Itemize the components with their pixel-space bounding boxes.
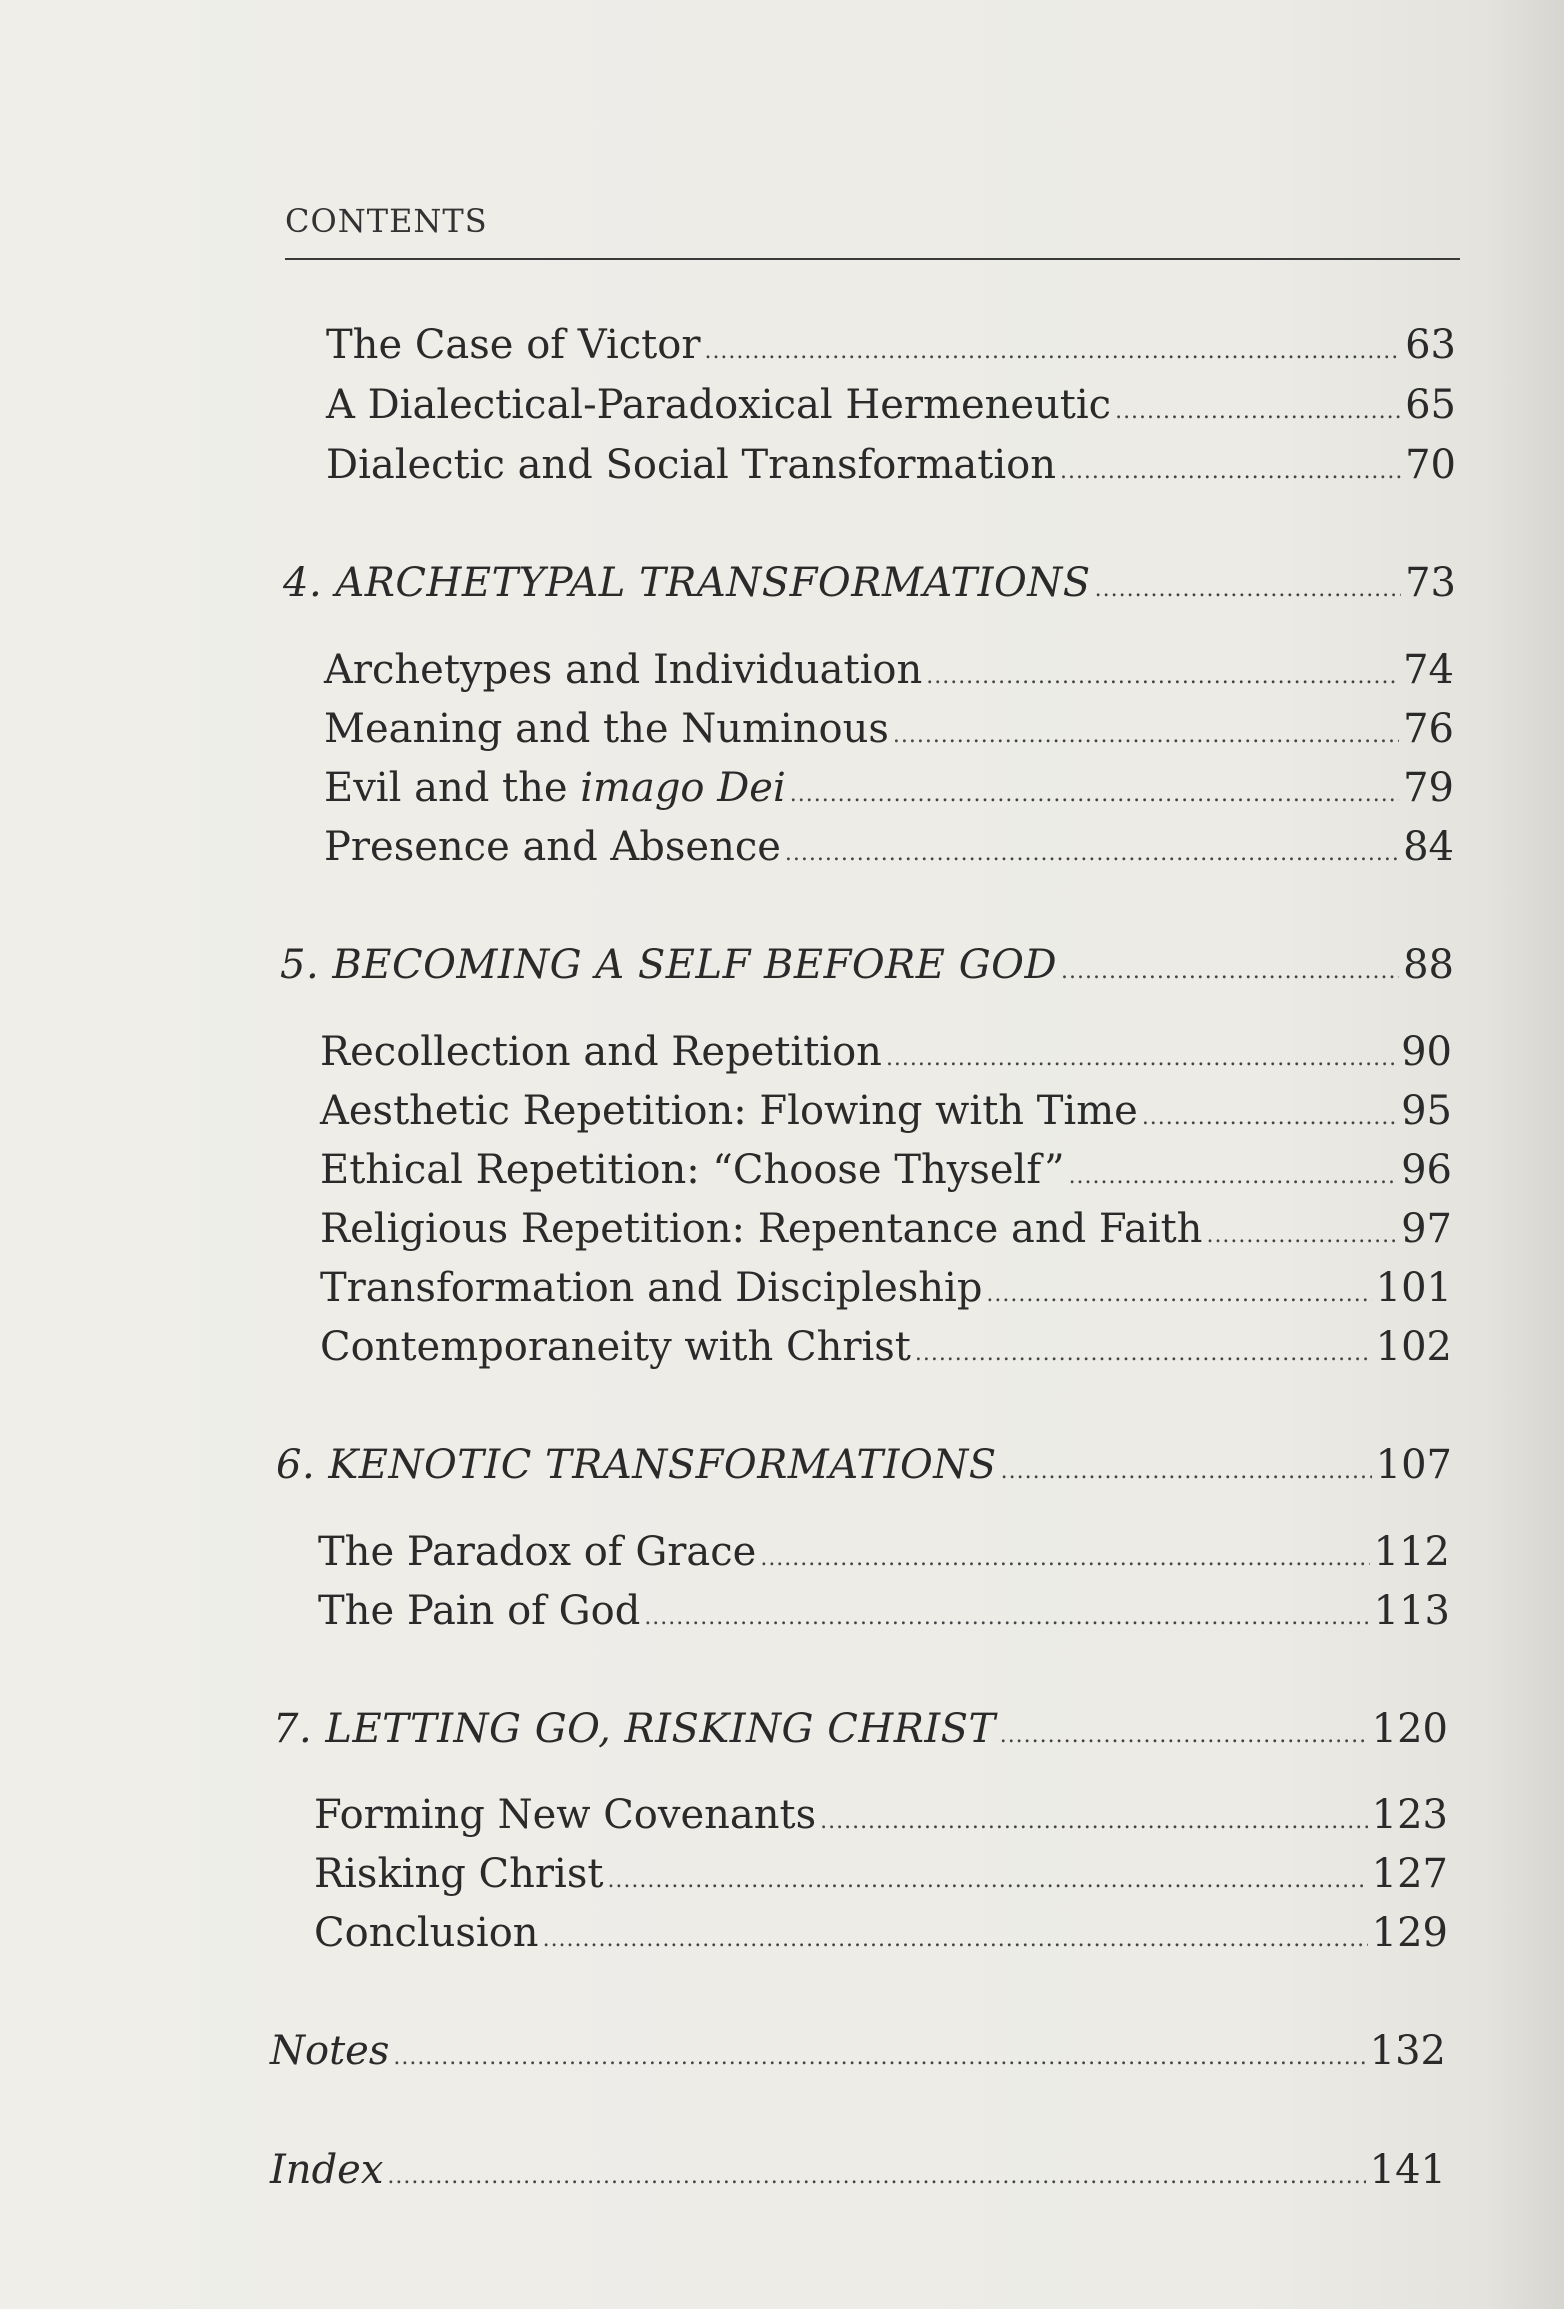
toc-back-matter <box>270 2145 1446 2195</box>
leader-dots <box>1206 1204 1397 1261</box>
toc-chapter <box>273 1704 1448 1754</box>
toc-entry-page: 112 <box>1373 1529 1450 1575</box>
toc-entry <box>324 822 1454 872</box>
toc-chapter <box>283 558 1456 608</box>
toc-entry-page: 123 <box>1371 1792 1448 1838</box>
leader-dots <box>387 2145 1365 2202</box>
leader-dots <box>1000 1704 1368 1761</box>
toc-entry <box>318 1527 1450 1577</box>
toc-entry-page: 95 <box>1401 1088 1452 1134</box>
toc-entry-title: The Case of Victor <box>326 322 701 368</box>
toc-entry-title: Religious Repetition: Repentance and Faith <box>320 1206 1203 1252</box>
toc-entry-page: 102 <box>1375 1324 1452 1370</box>
leader-dots <box>644 1586 1369 1643</box>
toc-entry-title: Recollection and Repetition <box>320 1029 882 1075</box>
toc-entry-title: Archetypes and Individuation <box>324 647 923 693</box>
toc-entry <box>318 1586 1450 1636</box>
toc-entry-title: The Paradox of Grace <box>318 1529 757 1575</box>
leader-dots <box>1061 940 1399 997</box>
leader-dots <box>785 822 1399 879</box>
toc-entry-title: A Dialectical-Paradoxical Hermeneutic <box>326 382 1112 428</box>
toc-entry <box>324 645 1454 695</box>
toc-chapter-title: 4. ARCHETYPAL TRANSFORMATIONS <box>283 560 1091 606</box>
toc-entry-title: Dialectic and Social Transformation <box>326 442 1056 488</box>
leader-dots <box>607 1849 1367 1906</box>
toc-entry <box>326 440 1456 490</box>
toc-back-matter-title: Index <box>270 2147 384 2193</box>
italic-term: imago Dei <box>580 765 786 811</box>
toc-back-matter <box>270 2026 1446 2076</box>
toc-entry-title: Ethical Repetition: “Choose Thyself” <box>320 1147 1065 1193</box>
toc-entry-page: 74 <box>1403 647 1454 693</box>
toc-entry <box>326 380 1456 430</box>
toc-entry-page: 96 <box>1401 1147 1452 1193</box>
toc-entry-page: 63 <box>1405 322 1456 368</box>
toc-entry-page: 79 <box>1403 765 1454 811</box>
leader-dots <box>1095 558 1401 615</box>
toc-entry-page: 97 <box>1401 1206 1452 1252</box>
toc-chapter-page: 73 <box>1405 560 1456 606</box>
toc-back-matter-page: 141 <box>1369 2147 1446 2193</box>
leader-dots <box>886 1027 1397 1084</box>
leader-dots <box>393 2026 1365 2083</box>
leader-dots <box>915 1322 1372 1379</box>
toc-entry <box>314 1849 1448 1899</box>
toc-back-matter-page: 132 <box>1369 2028 1446 2074</box>
toc-entry-title: Risking Christ <box>314 1851 604 1897</box>
toc-entry-title: Transformation and Discipleship <box>320 1265 983 1311</box>
toc-entry <box>314 1790 1448 1840</box>
toc-entry-page: 90 <box>1401 1029 1452 1075</box>
toc-entry-page: 101 <box>1375 1265 1452 1311</box>
toc-chapter-page: 88 <box>1403 942 1454 988</box>
toc-entry-title: Forming New Covenants <box>314 1792 817 1838</box>
toc-entry-page: 65 <box>1405 382 1456 428</box>
toc-entry <box>324 763 1454 813</box>
toc-entry <box>320 1086 1452 1136</box>
toc-entry <box>320 1027 1452 1077</box>
toc-entry-page: 70 <box>1405 442 1456 488</box>
leader-dots <box>790 763 1399 820</box>
leader-dots <box>1001 1440 1372 1497</box>
leader-dots <box>893 704 1399 761</box>
toc-chapter-page: 107 <box>1375 1442 1452 1488</box>
toc-entry-title: Conclusion <box>314 1910 539 1956</box>
leader-dots <box>760 1527 1369 1584</box>
toc-entry <box>326 320 1456 370</box>
leader-dots <box>820 1790 1368 1847</box>
toc-chapter-page: 120 <box>1371 1706 1448 1752</box>
toc-entry-title: The Pain of God <box>318 1588 641 1634</box>
leader-dots <box>1060 440 1401 497</box>
toc-entry <box>320 1263 1452 1313</box>
toc-chapter-title: 5. BECOMING A SELF BEFORE GOD <box>280 942 1058 988</box>
toc-entry-page: 127 <box>1371 1851 1448 1897</box>
leader-dots <box>1115 380 1401 437</box>
toc-entry-title: Presence and Absence <box>324 824 781 870</box>
toc-entry <box>314 1908 1448 1958</box>
leader-dots <box>986 1263 1371 1320</box>
toc-entry-page: 84 <box>1403 824 1454 870</box>
toc-entry-title: Meaning and the Numinous <box>324 706 889 752</box>
toc-entry-title: Aesthetic Repetition: Flowing with Time <box>320 1088 1138 1134</box>
header-rule <box>285 258 1460 260</box>
toc-entry-title: Contemporaneity with Christ <box>320 1324 911 1370</box>
running-head: CONTENTS <box>285 202 488 240</box>
toc-entry-page: 129 <box>1371 1910 1448 1956</box>
toc-chapter <box>276 1440 1452 1490</box>
toc-entry <box>324 704 1454 754</box>
toc-chapter <box>280 940 1454 990</box>
toc-entry <box>320 1322 1452 1372</box>
leader-dots <box>704 320 1401 377</box>
toc-chapter-title: 7. LETTING GO, RISKING CHRIST <box>273 1706 996 1752</box>
leader-dots <box>1142 1086 1397 1143</box>
toc-entry <box>320 1204 1452 1254</box>
toc-entry-title: Evil and the imago Dei <box>324 765 786 811</box>
leader-dots <box>926 645 1399 702</box>
toc-chapter-title: 6. KENOTIC TRANSFORMATIONS <box>276 1442 997 1488</box>
leader-dots <box>543 1908 1368 1965</box>
toc-back-matter-title: Notes <box>270 2028 390 2074</box>
toc-entry-page: 113 <box>1373 1588 1450 1634</box>
leader-dots <box>1069 1145 1398 1202</box>
toc-entry <box>320 1145 1452 1195</box>
toc-entry-page: 76 <box>1403 706 1454 752</box>
